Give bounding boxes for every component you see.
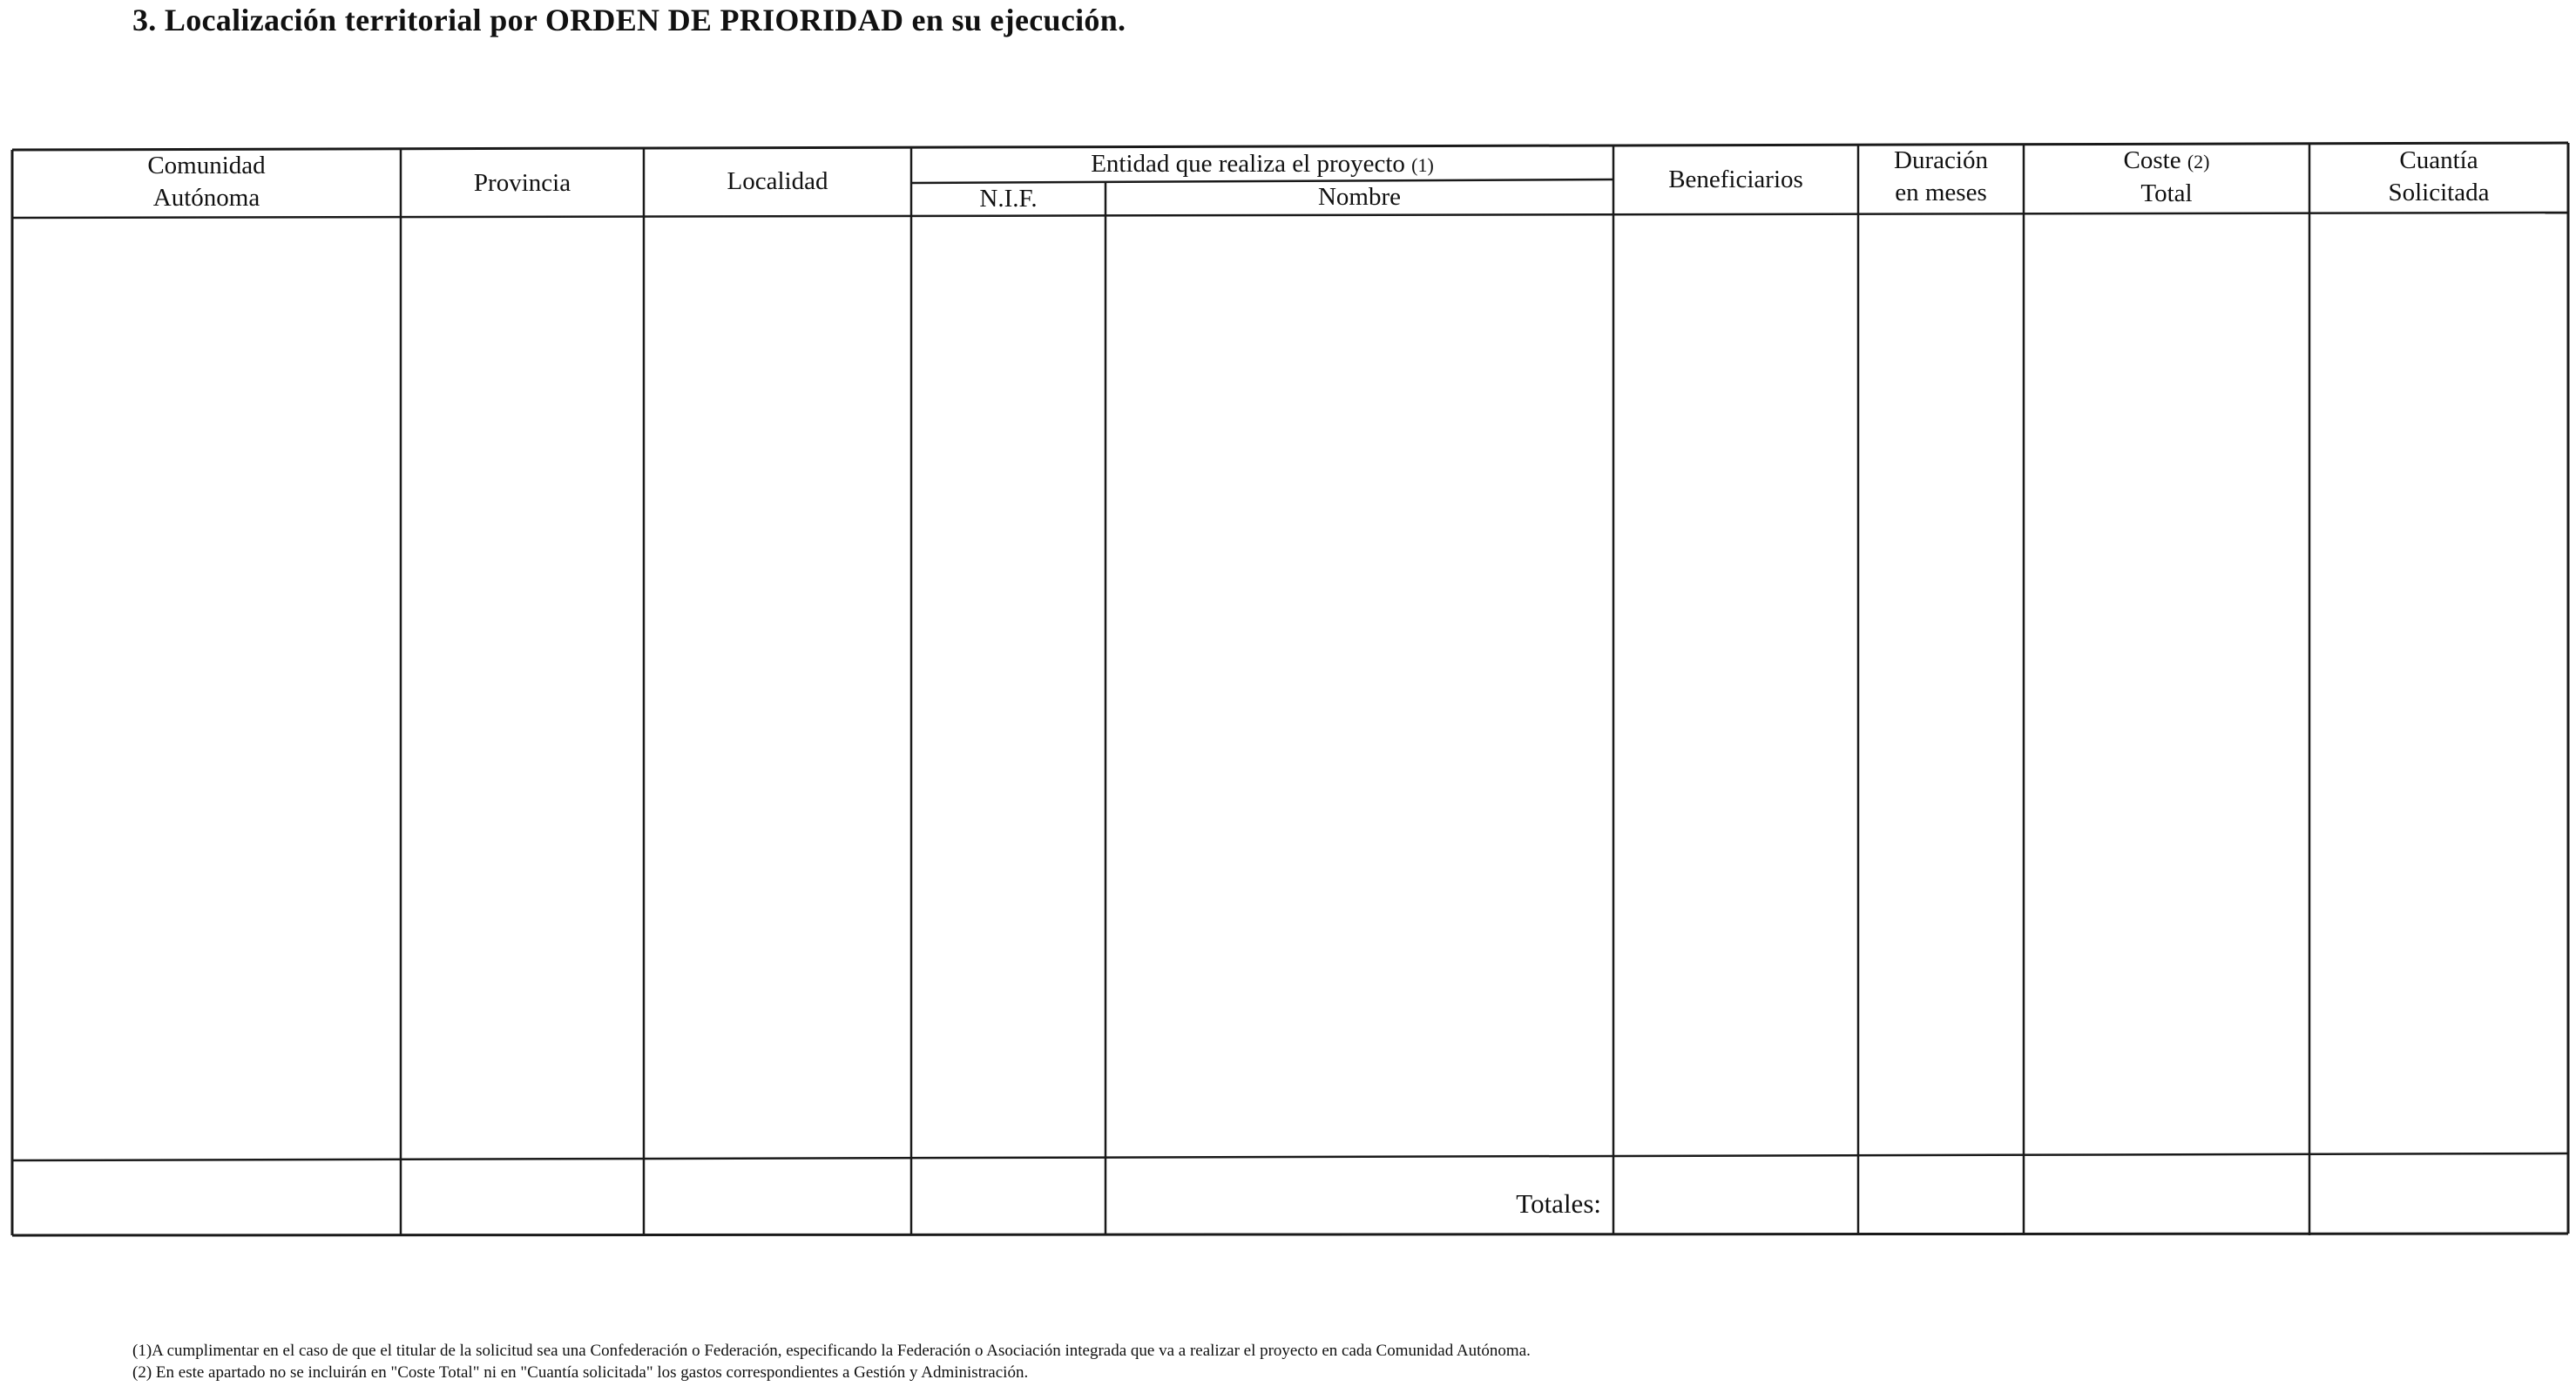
header-nombre: Nombre xyxy=(1317,183,1402,211)
footnote-1: (1)A cumplimentar en el caso de que el titular de la solicitud sea una Confederación o Federación, especificando la Federación o Asociación integrada que va a realizar el proyecto en cada Comunidad Autónoma. xyxy=(132,1342,1531,1360)
header-comunidad-line2: Autónoma xyxy=(152,184,260,212)
footnote-2: (2) En este apartado no se incluirán en "Coste Total" ni en "Cuantía solicitada" los gastos correspondientes a Gestión y Administración. xyxy=(132,1363,1029,1382)
header-comunidad-line1: Comunidad xyxy=(147,152,266,179)
document-title: 3. Localización territorial por ORDEN DE PRIORIDAD en su ejecución. xyxy=(132,3,1126,37)
footnotes xyxy=(132,1340,1531,1383)
header-cuantia-line2: Solicitada xyxy=(2388,179,2490,206)
header-cuantia-line1: Cuantía xyxy=(2399,146,2478,174)
header-duracion-line2: en meses xyxy=(1895,179,1987,206)
header-entidad-note: (1) xyxy=(1411,154,1434,176)
header-coste-line1: Coste xyxy=(2123,146,2181,174)
header-comunidad xyxy=(12,150,401,214)
header-coste-note: (2) xyxy=(2187,151,2210,172)
header-entidad xyxy=(911,148,1613,181)
header-duracion xyxy=(1858,145,2024,209)
header-coste-line2: Total xyxy=(2140,179,2193,207)
header-localidad: Localidad xyxy=(727,167,828,195)
header-coste xyxy=(2024,145,2309,210)
header-beneficiarios: Beneficiarios xyxy=(1668,166,1803,193)
header-provincia: Provincia xyxy=(473,169,571,197)
header-coste-line1-wrap xyxy=(2024,145,2309,178)
totals-row-line xyxy=(12,1153,2568,1160)
table-bottom-border xyxy=(12,1234,2568,1235)
header-duracion-line1: Duración xyxy=(1894,146,1988,174)
totals-label: Totales: xyxy=(1516,1188,1601,1219)
header-nif: N.I.F. xyxy=(979,185,1038,213)
header-cuantia xyxy=(2309,145,2568,209)
header-entidad-label: Entidad que realiza el proyecto xyxy=(1091,150,1405,178)
